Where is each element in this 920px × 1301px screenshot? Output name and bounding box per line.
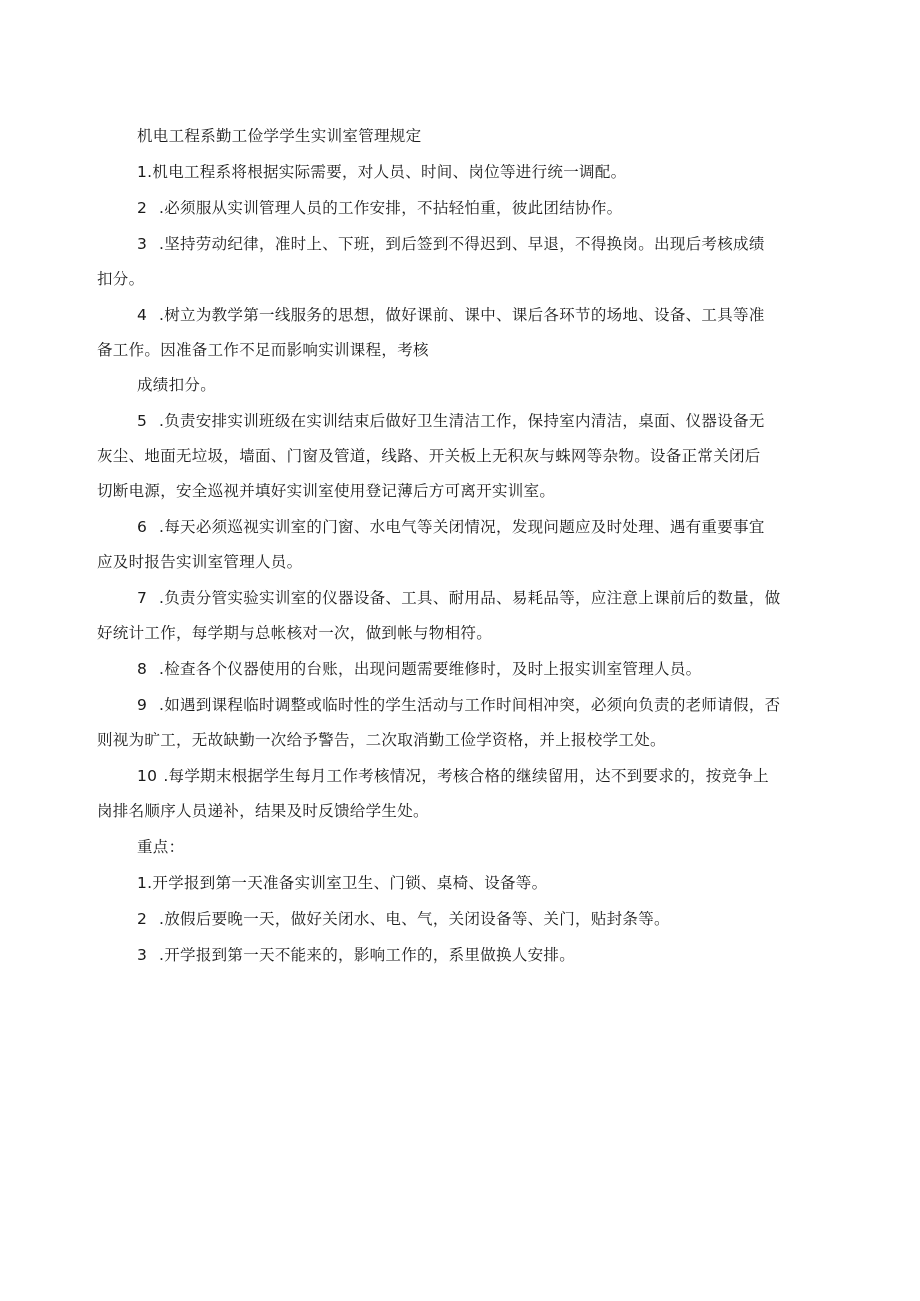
rule-text-line: .每学期末根据学生每月工作考核情况，考核合格的继续留用，达不到要求的，按竞争上: [163, 767, 769, 785]
rule-text-continuation: 灰尘、地面无垃圾，墙面、门窗及管道，线路、开关板上无积灰与蛛网等杂物。设备正常关闭后: [97, 447, 761, 465]
rule-number: 2: [137, 199, 148, 217]
rule-text: .必须服从实训管理人员的工作安排，不拈轻怕重，彼此团结协作。: [159, 199, 623, 217]
rule-text-continuation: 好统计工作，每学期与总帐核对一次，做到帐与物相符。: [97, 624, 493, 642]
key-point-text: .开学报到第一天不能来的，影响工作的，系里做换人安排。: [159, 946, 576, 964]
rule-number: 5: [137, 412, 148, 430]
rule-number: 6: [137, 518, 148, 536]
rule-text-continuation: 成绩扣分。: [137, 376, 217, 394]
rule-7: [97, 581, 827, 651]
rule-10: [97, 759, 827, 829]
rule-text-line: .坚持劳动纪律，准时上、下班，到后签到不得迟到、早退，不得换岗。出现后考核成绩: [159, 235, 765, 253]
rule-text-continuation: 岗排名顺序人员递补，结果及时反馈给学生处。: [97, 802, 429, 820]
rule-6: [97, 510, 827, 580]
rule-number: 1.: [137, 163, 153, 181]
rule-2: [137, 191, 827, 226]
rule-text-continuation: 扣分。: [97, 270, 145, 288]
rule-number: 3: [137, 235, 148, 253]
document-title: 机电工程系勤工俭学学生实训室管理规定: [137, 127, 422, 145]
rule-3: [97, 227, 827, 297]
key-point-1: [137, 866, 827, 901]
key-point-text: 开学报到第一天准备实训室卫生、门锁、桌椅、设备等。: [152, 874, 548, 892]
rule-number: 9: [137, 696, 148, 714]
rule-5: [97, 404, 827, 509]
rule-text-continuation: 则视为旷工，无故缺勤一次给予警告，二次取消勤工俭学资格，并上报校学工处。: [97, 731, 666, 749]
key-point-number: 3: [137, 946, 148, 964]
rule-number: 4: [137, 306, 148, 324]
rule-text: 机电工程系将根据实际需要，对人员、时间、岗位等进行统一调配。: [152, 163, 627, 181]
rule-1: [137, 155, 827, 190]
rule-number: 10: [137, 767, 158, 785]
rule-4: [97, 298, 827, 403]
rule-text: .检查各个仪器使用的台账，出现问题需要维修时，及时上报实训室管理人员。: [159, 660, 702, 678]
rule-8: [137, 652, 827, 687]
key-point-2: [137, 902, 827, 937]
rule-text-continuation: 切断电源，安全巡视并填好实训室使用登记薄后方可离开实训室。: [97, 482, 556, 500]
rule-9: [97, 688, 827, 758]
rule-text-line: .负责安排实训班级在实训结束后做好卫生清洁工作，保持室内清洁，桌面、仪器设备无: [159, 412, 765, 430]
rule-text-line: .树立为教学第一线服务的思想，做好课前、课中、课后各环节的场地、设备、工具等准: [159, 306, 765, 324]
key-points-heading: 重点：: [137, 838, 185, 856]
rule-text-line: .如遇到课程临时调整或临时性的学生活动与工作时间相冲突，必须向负责的老师请假，否: [159, 696, 781, 714]
rule-number: 8: [137, 660, 148, 678]
key-point-3: [137, 938, 827, 973]
key-point-number: 2: [137, 910, 148, 928]
key-point-text: .放假后要晚一天，做好关闭水、电、气，关闭设备等、关门，贴封条等。: [159, 910, 670, 928]
rule-number: 7: [137, 589, 148, 607]
key-point-number: 1.: [137, 874, 153, 892]
rule-text-line: .负责分管实验实训室的仪器设备、工具、耐用品、易耗品等，应注意上课前后的数量，做: [159, 589, 781, 607]
rule-text-line: .每天必须巡视实训室的门窗、水电气等关闭情况，发现问题应及时处理、遇有重要事宜: [159, 518, 765, 536]
rule-text-continuation: 应及时报告实训室管理人员。: [97, 553, 303, 571]
document-body: [97, 119, 827, 974]
rule-text-continuation: 备工作。因准备工作不足而影响实训课程，考核: [97, 341, 429, 359]
